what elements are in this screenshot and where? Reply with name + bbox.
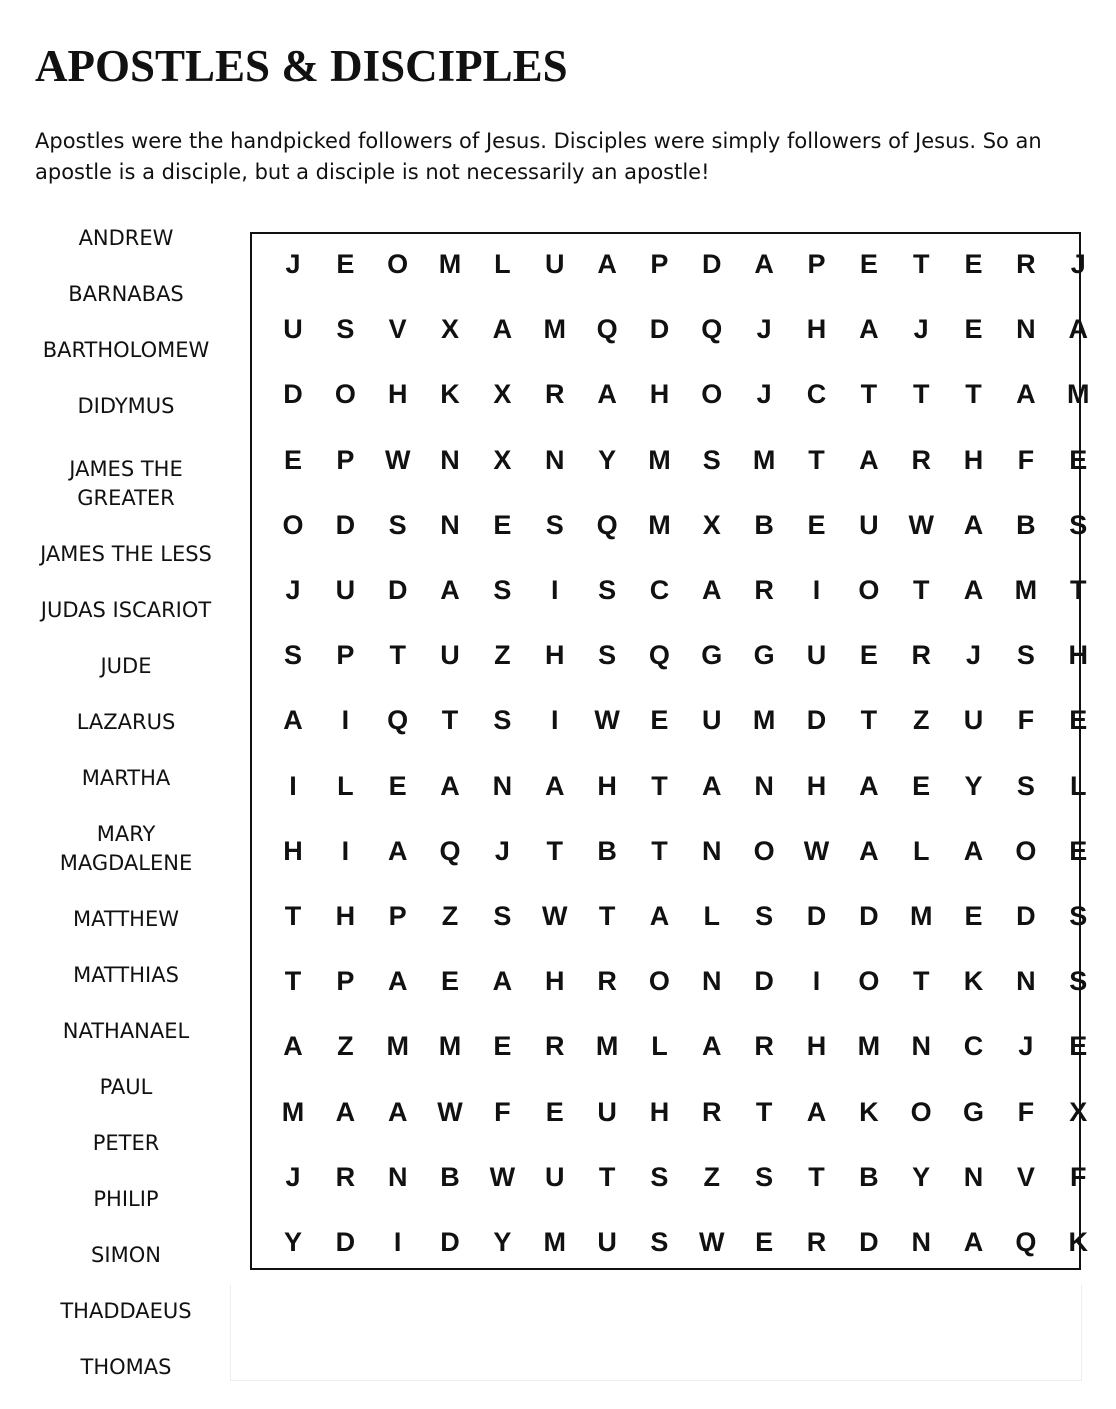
word-list-item: JAMES THE GREATER xyxy=(69,457,183,510)
grid-letter[interactable]: V xyxy=(1016,1161,1035,1192)
grid-letter[interactable]: C xyxy=(806,379,827,410)
grid-letter[interactable]: E xyxy=(283,444,302,475)
grid-letter[interactable]: E xyxy=(912,770,931,801)
grid-letter[interactable]: O xyxy=(648,966,670,997)
grid-letter[interactable]: H xyxy=(806,314,827,345)
grid-letter[interactable]: A xyxy=(859,314,879,345)
grid-letter[interactable]: H xyxy=(387,379,408,410)
word-list-item: DIDYMUS xyxy=(77,394,175,418)
word-list-item: JAMES THE LESS xyxy=(40,542,212,566)
grid-letter[interactable]: A xyxy=(702,1031,722,1062)
word-list-item: THADDAEUS xyxy=(60,1299,192,1323)
word-list-item: PAUL xyxy=(99,1075,153,1099)
grid-letter[interactable]: E xyxy=(650,705,669,736)
grid-letter[interactable]: T xyxy=(651,770,668,801)
word-list-item: SIMON xyxy=(91,1243,161,1267)
grid-letter[interactable]: H xyxy=(649,379,670,410)
grid-letter[interactable]: Q xyxy=(439,835,461,866)
grid-letter[interactable]: A xyxy=(597,249,617,279)
grid-letter[interactable]: O xyxy=(858,575,880,605)
grid-letter[interactable]: S xyxy=(702,444,721,475)
grid-letter[interactable]: D xyxy=(335,1227,356,1257)
grid-letter[interactable]: U xyxy=(859,509,879,540)
grid-letter[interactable]: O xyxy=(910,1096,932,1127)
grid-letter[interactable]: A xyxy=(702,770,722,801)
grid-letter[interactable]: D xyxy=(859,1227,879,1257)
grid-letter[interactable]: D xyxy=(440,1227,460,1257)
grid-letter[interactable]: X xyxy=(441,314,460,345)
grid-letter[interactable]: Z xyxy=(494,640,511,671)
grid-letter[interactable]: S xyxy=(650,1227,669,1257)
grid-letter[interactable]: P xyxy=(336,640,355,671)
grid-letter[interactable]: U xyxy=(702,705,722,736)
grid-letter[interactable]: D xyxy=(283,379,303,410)
grid-letter[interactable]: B xyxy=(859,1161,879,1192)
grid-letter[interactable]: A xyxy=(283,705,303,736)
grid-letter[interactable]: H xyxy=(1068,640,1088,671)
grid-letter[interactable]: Y xyxy=(598,444,617,475)
grid-letter[interactable]: N xyxy=(702,966,722,997)
grid-letter[interactable]: I xyxy=(812,966,821,997)
grid-letter[interactable]: A xyxy=(859,444,879,475)
grid-letter[interactable]: Y xyxy=(964,770,983,801)
grid-letter[interactable]: U xyxy=(597,1096,617,1127)
word-list-item: JUDE xyxy=(100,654,152,678)
grid-letter[interactable]: Z xyxy=(441,901,459,931)
grid-letter[interactable]: X xyxy=(493,444,512,475)
grid-letter[interactable]: W xyxy=(908,509,934,540)
grid-letter[interactable]: G xyxy=(753,640,775,671)
grid-letter[interactable]: S xyxy=(545,509,564,540)
grid-letter[interactable]: H xyxy=(806,770,827,801)
grid-letter[interactable]: O xyxy=(858,966,880,997)
grid-letter[interactable]: W xyxy=(803,835,830,866)
grid-letter[interactable]: E xyxy=(859,249,878,279)
grid-letter[interactable]: E xyxy=(1069,1031,1088,1062)
grid-letter[interactable]: N xyxy=(492,770,513,801)
grid-letter[interactable]: A xyxy=(545,770,565,801)
grid-letter[interactable]: T xyxy=(598,901,616,931)
grid-letter[interactable]: S xyxy=(755,1161,774,1192)
grid-letter[interactable]: T xyxy=(389,640,406,671)
grid-letter[interactable]: J xyxy=(1070,249,1086,279)
grid-letter[interactable]: W xyxy=(594,705,620,736)
grid-letter[interactable]: W xyxy=(699,1227,725,1257)
grid-letter[interactable]: I xyxy=(341,835,350,866)
grid-letter[interactable]: H xyxy=(283,835,303,866)
grid-letter[interactable]: A xyxy=(492,966,513,997)
grid-letter[interactable]: J xyxy=(285,1161,301,1192)
grid-letter[interactable]: T xyxy=(965,379,982,410)
grid-letter[interactable]: A xyxy=(806,1096,827,1127)
grid-letter[interactable]: R xyxy=(545,1031,565,1062)
page-title: APOSTLES & DISCIPLES xyxy=(35,41,568,91)
grid-letter[interactable]: F xyxy=(1017,1096,1035,1127)
grid-letter[interactable]: M xyxy=(648,444,671,475)
grid-letter[interactable]: U xyxy=(283,314,303,345)
grid-letter[interactable]: A xyxy=(283,1031,303,1062)
grid-letter[interactable]: Q xyxy=(596,314,618,345)
grid-letter[interactable]: O xyxy=(753,835,775,866)
grid-letter[interactable]: U xyxy=(335,575,356,605)
grid-letter[interactable]: D xyxy=(1016,901,1036,931)
grid-letter[interactable]: A xyxy=(963,835,984,866)
grid-letter[interactable]: J xyxy=(756,314,772,345)
grid-letter[interactable]: J xyxy=(966,640,982,671)
word-list-item: BARTHOLOMEW xyxy=(42,338,210,362)
grid-letter[interactable]: M xyxy=(909,901,933,931)
grid-letter[interactable]: R xyxy=(545,379,565,410)
grid-letter[interactable]: E xyxy=(493,509,512,540)
grid-letter[interactable]: N xyxy=(440,509,460,540)
grid-letter[interactable]: H xyxy=(335,901,356,931)
grid-letter[interactable]: E xyxy=(545,1096,564,1127)
grid-letter[interactable]: U xyxy=(963,705,984,736)
grid-letter[interactable]: L xyxy=(1070,770,1087,801)
grid-letter[interactable]: R xyxy=(702,1096,722,1127)
grid-letter[interactable]: A xyxy=(754,249,774,279)
grid-letter[interactable]: S xyxy=(1069,966,1088,997)
grid-letter[interactable]: A xyxy=(963,1227,984,1257)
grid-letter[interactable]: M xyxy=(752,444,776,475)
grid-letter[interactable]: E xyxy=(1069,444,1088,475)
grid-letter[interactable]: E xyxy=(964,314,983,345)
grid-letter[interactable]: I xyxy=(289,770,297,801)
grid-letter[interactable]: R xyxy=(806,1227,827,1257)
grid-letter[interactable]: A xyxy=(859,770,879,801)
word-list-item: BARNABAS xyxy=(68,282,184,306)
grid-letter[interactable]: C xyxy=(649,575,670,605)
grid-letter[interactable]: L xyxy=(703,901,721,931)
grid-letter[interactable]: K xyxy=(1068,1227,1088,1257)
grid-letter[interactable]: P xyxy=(650,249,669,279)
grid-letter[interactable]: N xyxy=(1016,314,1036,345)
word-list-item: JUDAS ISCARIOT xyxy=(40,598,212,622)
grid-letter[interactable]: N xyxy=(440,444,460,475)
bleed-through-grid xyxy=(230,1285,1082,1381)
grid-letter[interactable]: S xyxy=(283,640,302,671)
grid-letter[interactable]: Q xyxy=(387,705,409,736)
grid-letter[interactable]: B xyxy=(1016,509,1036,540)
grid-letter[interactable]: A xyxy=(440,575,460,605)
grid-letter[interactable]: M xyxy=(438,249,462,279)
grid-letter[interactable]: G xyxy=(963,1096,985,1127)
grid-letter[interactable]: F xyxy=(1017,705,1035,736)
grid-letter[interactable]: F xyxy=(494,1096,511,1127)
grid-letter[interactable]: A xyxy=(1068,314,1088,345)
grid-letter[interactable]: E xyxy=(964,249,983,279)
grid-letter[interactable]: T xyxy=(651,835,668,866)
grid-letter[interactable]: M xyxy=(386,1031,409,1062)
grid-letter[interactable]: Z xyxy=(912,705,930,736)
grid-letter[interactable]: I xyxy=(341,705,350,736)
grid-letter[interactable]: R xyxy=(911,640,931,671)
grid-letter[interactable]: S xyxy=(493,705,512,736)
grid-letter[interactable]: A xyxy=(649,901,670,931)
grid-letter[interactable]: L xyxy=(494,249,511,279)
grid-letter[interactable]: T xyxy=(441,705,459,736)
grid-letter[interactable]: M xyxy=(438,1031,462,1062)
grid-letter[interactable]: L xyxy=(337,770,354,801)
grid-letter[interactable]: R xyxy=(1016,249,1036,279)
grid-letter[interactable]: D xyxy=(806,901,827,931)
grid-letter[interactable]: W xyxy=(384,444,411,475)
word-list-item: LAZARUS xyxy=(76,710,176,734)
grid-letter[interactable]: P xyxy=(388,901,407,931)
grid-letter[interactable]: J xyxy=(756,379,772,410)
grid-letter[interactable]: E xyxy=(493,1031,512,1062)
grid-letter[interactable]: T xyxy=(1070,575,1087,605)
grid-letter[interactable]: M xyxy=(1067,379,1090,410)
grid-letter[interactable]: D xyxy=(754,966,774,997)
grid-letter[interactable]: U xyxy=(545,249,565,279)
grid-letter[interactable]: Q xyxy=(1015,1227,1037,1257)
grid-letter[interactable]: T xyxy=(860,705,878,736)
grid-letter[interactable]: M xyxy=(857,1031,881,1062)
grid-letter[interactable]: E xyxy=(859,640,878,671)
grid-letter[interactable]: O xyxy=(1015,835,1037,866)
grid-letter[interactable]: E xyxy=(441,966,460,997)
grid-letter[interactable]: H xyxy=(649,1096,670,1127)
grid-letter[interactable]: S xyxy=(493,901,512,931)
grid-letter[interactable]: O xyxy=(387,249,409,279)
grid-letter[interactable]: Y xyxy=(283,1227,302,1257)
grid-letter[interactable]: T xyxy=(912,379,930,410)
grid-letter[interactable]: J xyxy=(494,835,510,866)
grid-letter[interactable]: T xyxy=(808,1161,825,1192)
grid-letter[interactable]: M xyxy=(543,1227,566,1257)
grid-letter[interactable]: B xyxy=(440,1161,460,1192)
grid-letter[interactable]: O xyxy=(282,509,304,540)
grid-letter[interactable]: T xyxy=(912,575,930,605)
grid-letter[interactable]: M xyxy=(281,1096,305,1127)
grid-letter[interactable]: S xyxy=(650,1161,669,1192)
grid-letter[interactable]: V xyxy=(388,314,407,345)
grid-letter[interactable]: H xyxy=(545,640,565,671)
grid-letter[interactable]: R xyxy=(754,575,774,605)
grid-letter[interactable]: A xyxy=(963,509,984,540)
grid-letter[interactable]: M xyxy=(752,705,776,736)
grid-letter[interactable]: E xyxy=(336,249,355,279)
grid-letter[interactable]: S xyxy=(1069,901,1088,931)
word-list-item: MATTHEW xyxy=(73,907,179,931)
grid-letter[interactable]: D xyxy=(649,314,670,345)
grid-letter[interactable]: A xyxy=(335,1096,356,1127)
grid-letter[interactable]: U xyxy=(597,1227,617,1257)
word-list-item: PHILIP xyxy=(93,1187,159,1211)
grid-letter[interactable]: R xyxy=(597,966,617,997)
grid-letter[interactable]: P xyxy=(807,249,826,279)
grid-letter[interactable]: M xyxy=(595,1031,619,1062)
grid-letter[interactable]: Q xyxy=(701,314,723,345)
grid-letter[interactable]: A xyxy=(387,835,408,866)
grid-letter[interactable]: J xyxy=(1018,1031,1034,1062)
grid-letter[interactable]: P xyxy=(336,966,355,997)
grid-letter[interactable]: W xyxy=(437,1096,463,1127)
grid-letter[interactable]: A xyxy=(963,575,984,605)
grid-letter[interactable]: N xyxy=(702,835,722,866)
grid-letter[interactable]: D xyxy=(859,901,879,931)
grid-letter[interactable]: S xyxy=(1016,770,1035,801)
grid-letter[interactable]: S xyxy=(1016,640,1035,671)
grid-letter[interactable]: U xyxy=(806,640,827,671)
grid-letter[interactable]: L xyxy=(912,835,930,866)
grid-letter[interactable]: N xyxy=(1016,966,1036,997)
grid-letter[interactable]: R xyxy=(335,1161,356,1192)
grid-letter[interactable]: D xyxy=(806,705,827,736)
grid-letter[interactable]: E xyxy=(755,1227,774,1257)
grid-letter[interactable]: T xyxy=(755,1096,773,1127)
grid-letter[interactable]: F xyxy=(1070,1161,1087,1192)
grid-letter[interactable]: P xyxy=(336,444,355,475)
grid-letter[interactable]: A xyxy=(387,1096,408,1127)
grid-letter[interactable]: N xyxy=(545,444,565,475)
grid-letter[interactable]: E xyxy=(1069,705,1088,736)
grid-letter[interactable]: N xyxy=(911,1031,931,1062)
grid-letter[interactable]: Z xyxy=(337,1031,354,1062)
grid-letter[interactable]: M xyxy=(1014,575,1038,605)
grid-letter[interactable]: K xyxy=(963,966,984,997)
word-search-grid xyxy=(250,232,1090,1270)
grid-letter[interactable]: A xyxy=(440,770,460,801)
grid-letter[interactable]: S xyxy=(388,509,407,540)
word-list-item: MATTHIAS xyxy=(73,963,179,987)
grid-letter[interactable]: S xyxy=(598,575,617,605)
grid-letter[interactable]: R xyxy=(911,444,931,475)
grid-letter[interactable]: X xyxy=(493,379,512,410)
grid-letter[interactable]: H xyxy=(963,444,984,475)
grid-letter[interactable]: O xyxy=(701,379,723,410)
grid-letter[interactable]: A xyxy=(702,575,722,605)
grid-letter[interactable]: X xyxy=(702,509,721,540)
grid-letter[interactable]: J xyxy=(285,575,301,605)
grid-letter[interactable]: I xyxy=(550,705,559,736)
grid-letter[interactable]: I xyxy=(812,575,821,605)
grid-letter[interactable]: T xyxy=(808,444,825,475)
intro-paragraph: Apostles were the handpicked followers of Jesus. Disciples were simply followers of Jesus. So an apostle is a disciple, but a disciple is not necessarily an apostle! xyxy=(35,129,1042,184)
grid-letter[interactable]: Y xyxy=(912,1161,931,1192)
grid-letter[interactable]: H xyxy=(597,770,617,801)
grid-letter[interactable]: M xyxy=(543,314,566,345)
word-list-item: MARTHA xyxy=(81,766,171,790)
grid-letter[interactable]: H xyxy=(806,1031,827,1062)
grid-letter[interactable]: X xyxy=(1069,1096,1088,1127)
grid-letter[interactable]: T xyxy=(912,966,930,997)
grid-letter[interactable]: J xyxy=(285,249,301,279)
grid-letter[interactable]: S xyxy=(336,314,355,345)
grid-letter[interactable]: W xyxy=(489,1161,516,1192)
grid-letter[interactable]: U xyxy=(440,640,460,671)
grid-letter[interactable]: D xyxy=(335,509,356,540)
grid-letter[interactable]: E xyxy=(1069,835,1088,866)
grid-letter[interactable]: N xyxy=(911,1227,931,1257)
word-list-item: NATHANAEL xyxy=(62,1019,190,1043)
grid-letter[interactable]: E xyxy=(964,901,983,931)
grid-letter[interactable]: N xyxy=(963,1161,984,1192)
grid-letter[interactable]: I xyxy=(550,575,559,605)
grid-letter[interactable]: A xyxy=(387,966,408,997)
grid-letter[interactable]: A xyxy=(1016,379,1036,410)
grid-letter[interactable]: S xyxy=(755,901,774,931)
grid-letter[interactable]: L xyxy=(651,1031,668,1062)
grid-letter[interactable]: T xyxy=(912,249,930,279)
grid-letter[interactable]: S xyxy=(598,640,617,671)
grid-letter[interactable]: A xyxy=(492,314,513,345)
grid-letter[interactable]: K xyxy=(859,1096,879,1127)
grid-letter[interactable]: I xyxy=(393,1227,402,1257)
grid-letter[interactable]: T xyxy=(546,835,563,866)
grid-letter[interactable]: N xyxy=(387,1161,408,1192)
grid-letter[interactable]: T xyxy=(284,966,302,997)
grid-letter[interactable]: J xyxy=(913,314,929,345)
grid-letter[interactable]: S xyxy=(1069,509,1088,540)
word-list-item: ANDREW xyxy=(78,226,174,250)
grid-letter[interactable]: E xyxy=(807,509,826,540)
grid-letter[interactable]: O xyxy=(334,379,356,410)
grid-letter[interactable]: T xyxy=(284,901,302,931)
grid-letter[interactable]: B xyxy=(597,835,617,866)
grid-letter[interactable]: N xyxy=(754,770,774,801)
grid-letter[interactable]: A xyxy=(859,835,879,866)
grid-letter[interactable]: M xyxy=(648,509,671,540)
grid-letter[interactable]: Y xyxy=(493,1227,512,1257)
grid-letter[interactable]: D xyxy=(387,575,408,605)
grid-letter[interactable]: Z xyxy=(703,1161,721,1192)
grid-letter[interactable]: R xyxy=(754,1031,774,1062)
grid-letter[interactable]: E xyxy=(388,770,407,801)
grid-letter[interactable]: C xyxy=(963,1031,984,1062)
grid-letter[interactable]: F xyxy=(1017,444,1035,475)
grid-letter[interactable]: A xyxy=(597,379,617,410)
grid-letter[interactable]: D xyxy=(702,249,722,279)
grid-letter[interactable]: T xyxy=(598,1161,616,1192)
word-list-item: PETER xyxy=(92,1131,160,1155)
grid-letter[interactable]: S xyxy=(493,575,512,605)
grid-letter[interactable]: U xyxy=(545,1161,565,1192)
grid-letter[interactable]: B xyxy=(754,509,774,540)
grid-letter[interactable]: T xyxy=(860,379,878,410)
grid-letter[interactable]: Q xyxy=(648,640,670,671)
word-list-item: THOMAS xyxy=(80,1355,172,1379)
grid-letter[interactable]: K xyxy=(440,379,460,410)
grid-letter[interactable]: Q xyxy=(596,509,618,540)
word-list-item: MARY MAGDALENE xyxy=(59,822,193,875)
grid-letter[interactable]: W xyxy=(542,901,568,931)
grid-letter[interactable]: G xyxy=(701,640,723,671)
grid-letter[interactable]: H xyxy=(545,966,565,997)
